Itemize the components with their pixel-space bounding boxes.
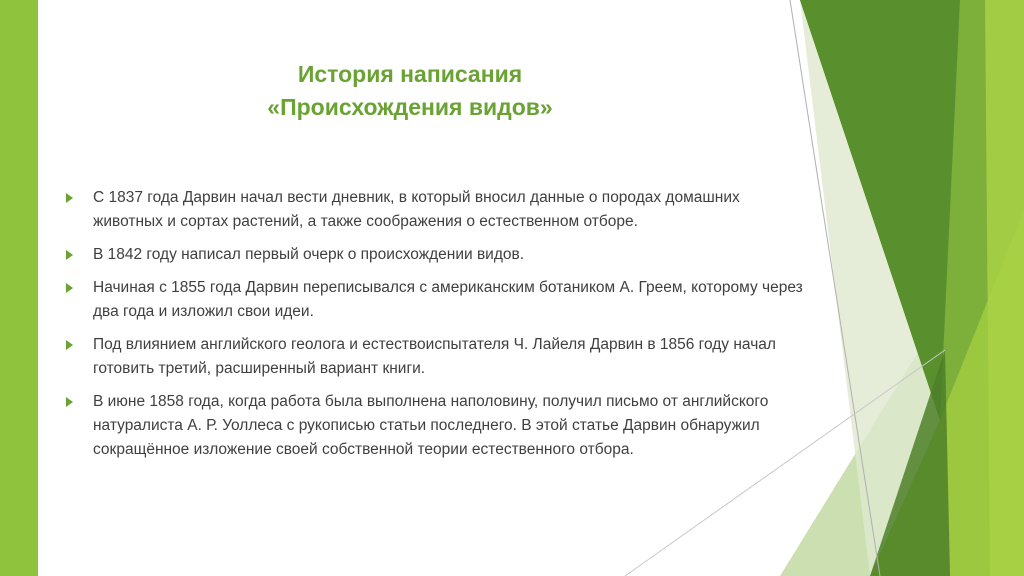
right-bright-strip [985, 0, 1024, 576]
bullet-text: В 1842 году написал первый очерк о происхождении видов. [93, 246, 525, 263]
list-item [66, 333, 806, 381]
bullet-text: В июне 1858 года, когда работа была выполнена наполовину, получил письмо от английского натуралиста А. Р. Уоллеса с рукописью статьи последнего. В этой статье Дарвин обнаружил сокращённое изложение своей собственной теории естественного отбора. [93, 393, 769, 458]
triangle-bullet-icon [66, 283, 73, 293]
list-item [66, 276, 806, 324]
bullet-text: Под влиянием английского геолога и естествоиспытателя Ч. Лайеля Дарвин в 1856 году начал готовить третий, расширенный вариант книги. [93, 336, 776, 377]
list-item [66, 186, 806, 234]
triangle-bullet-icon [66, 397, 73, 407]
list-item [66, 243, 806, 267]
bullet-text: Начиная с 1855 года Дарвин переписывался с американским ботаником А. Греем, которому через два года и изложил свои идеи. [93, 279, 803, 320]
slide-title [200, 58, 620, 124]
triangle-bullet-icon [66, 340, 73, 350]
bullet-list [66, 186, 806, 471]
bullet-text: С 1837 года Дарвин начал вести дневник, в который вносил данные о породах домашних животных и сортах растений, а также соображения о естественном отборе. [93, 189, 740, 230]
left-green-strip [0, 0, 38, 576]
triangle-bullet-icon [66, 250, 73, 260]
title-line-1: История написания [297, 61, 523, 87]
title-line-2: «Происхождения видов» [267, 94, 553, 120]
list-item [66, 390, 806, 462]
triangle-bullet-icon [66, 193, 73, 203]
